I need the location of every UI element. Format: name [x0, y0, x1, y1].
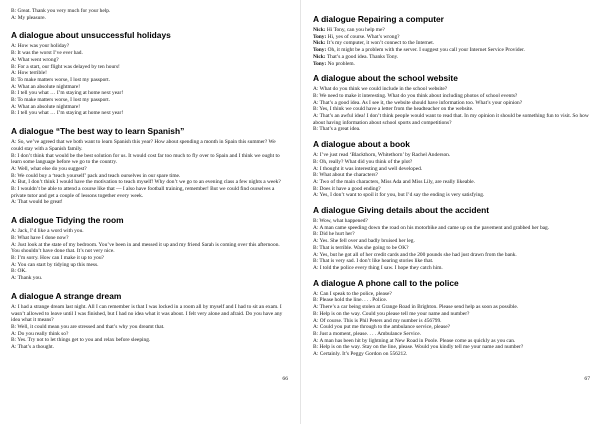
line-text: That’s a good idea. Thanks Tony. [325, 53, 399, 60]
right-page [300, 0, 600, 424]
dialogue-section [11, 291, 288, 351]
dialogue-line: B: I’m sorry. How can I make it up to you? [11, 254, 104, 261]
dialogue-line [313, 159, 590, 166]
dialogue-section [313, 73, 590, 133]
dialogue-line: B: Great. Thank you very much for your help. [11, 8, 111, 14]
dialogue-line: A: Jack, I’d like a word with you. [11, 228, 84, 235]
dialogue-line: A: How terrible! [11, 70, 47, 77]
line-text: A: A man has been hit by lightning at New Road in Poole. Please come as quickly as you can. [313, 337, 516, 344]
dialogue-section [313, 14, 590, 67]
line-text: A: Yes. She fell over and badly bruised her leg. [313, 238, 415, 245]
line-text: A: I thought it was interesting and well developed. [313, 165, 423, 172]
dialogue-line: A: That would be great! [11, 199, 63, 206]
dialogue-line: A: Do you really think so? [11, 330, 69, 337]
section-heading: A dialogue A phone call to the police [313, 277, 459, 288]
section-heading: A dialogue A strange dream [11, 290, 122, 301]
dialogue-line [313, 218, 590, 225]
dialogue-line [313, 344, 590, 351]
dialogue-line: B: I tell you what … I’m staying at home next year! [11, 110, 124, 117]
section-heading: A dialogue about the school website [313, 73, 458, 84]
section-heading: A dialogue Repairing a computer [313, 14, 444, 24]
dialogue-section [11, 30, 288, 117]
dialogue-line [313, 61, 590, 68]
dialogue-section [313, 278, 590, 358]
dialogue-line: B: For a start, our flight was delayed by ten hours! [11, 63, 120, 70]
dialogue-line: A: Well, what else do you suggest? [11, 165, 87, 172]
line-text: A: Of course. This is Phil Peters and my number is 456799. [313, 317, 442, 324]
dialogue-line: A: That’s a thought. [11, 344, 55, 351]
line-text: It’s my computer, it won’t connect to the Internet. [325, 40, 435, 47]
speaker-name: Nick: [313, 53, 326, 60]
dialogue-line: A: What went wrong? [11, 56, 59, 63]
section-heading: A dialogue about unsuccessful holidays [11, 30, 171, 41]
line-text: A: There’s a car being stolen at Grange Road in Brighton. Please send help as soon as possible. [313, 304, 519, 311]
dialogue-line: B: I don’t think that would be the best solution for us. It would cost far too much to fly over to Spain and I think we ought to learn some language before we go to the country. [11, 152, 280, 166]
dialogue-line: B: Yes. Try not to let things get to you and relax before sleeping. [11, 337, 151, 344]
line-text: A: What do you think we could include in the school website? [313, 86, 448, 93]
dialogue-line: A: How was your holiday? [11, 43, 70, 50]
dialogue-line [313, 311, 590, 318]
line-text: B: What about the characters? [313, 172, 378, 179]
line-text: A: I’ve just read ‘Blackthorn, Whitethorn’ by Rachel Anderson. [313, 152, 451, 159]
right-sections [313, 14, 590, 358]
section-heading: A dialogue about a book [313, 139, 410, 150]
dialogue-line: A: My pleasure. [11, 14, 46, 21]
line-text: Hi, yes of course. What’s wrong? [326, 33, 400, 40]
intro-block [11, 8, 288, 21]
dialogue-line: B: To make matters worse, I lost my passport. [11, 97, 110, 104]
speaker-name: Tony: [313, 33, 327, 40]
section-heading: A dialogue “The best way to learn Spanish” [11, 126, 185, 137]
line-text: A: Yes, but he got all of her credit cards and the 200 pounds she had just drawn from the bank. [313, 251, 517, 258]
page-number: 67 [584, 376, 590, 382]
line-text: No problem. [326, 60, 355, 67]
left-sections [11, 30, 288, 350]
dialogue-line [313, 192, 590, 199]
dialogue-line [313, 351, 590, 358]
speaker-name: Nick: [313, 27, 326, 33]
dialogue-line: B: What have I done now? [11, 234, 69, 241]
dialogue-line: B: It was the worst I’ve ever had. [11, 50, 83, 57]
dialogue-line [313, 265, 590, 272]
dialogue-line: B: I tell you what … I’m staying at home next year! [11, 90, 124, 97]
dialogue-line [313, 318, 590, 325]
line-text: B: Does it have a good ending? [313, 185, 381, 192]
section-heading: A dialogue Tidying the room [11, 215, 124, 226]
dialogue-line [313, 324, 590, 331]
dialogue-line [313, 304, 590, 311]
line-text: A: I told the police every thing I saw. I hope they catch him. [313, 264, 443, 271]
line-text: A: Could you put me through to the ambulance service, please? [313, 324, 450, 331]
dialogue-line [313, 47, 590, 54]
dialogue-line: A: Thank you. [11, 275, 43, 282]
dialogue-line [313, 27, 590, 34]
dialogue-line [313, 172, 590, 179]
line-text: Oh, it might be a problem with the server. I suggest you call your Internet Service Provider. [326, 47, 525, 54]
line-text: B: Oh, really? What did you think of the plot? [313, 158, 413, 165]
dialogue-line [313, 166, 590, 173]
line-text: B: That is terrible. Was she going to be OK? [313, 244, 409, 251]
dialogue-line: A: What an absolute nightmare! [11, 103, 81, 110]
line-text: B: Did he hurt her? [313, 231, 355, 238]
speaker-name: Tony: [313, 60, 327, 67]
speaker-name: Nick: [313, 40, 326, 47]
speaker-name: Tony: [313, 47, 327, 54]
line-text: B: Yes, I think we could have a letter from the headteacher on the website. [313, 106, 474, 113]
section-heading: A dialogue Giving details about the accident [313, 205, 490, 216]
dialogue-line [313, 291, 590, 298]
page-number: 66 [282, 376, 288, 382]
dialogue-section [313, 205, 590, 272]
line-text: B: Just a moment, please. . . . Ambulance Service. [313, 330, 421, 337]
dialogue-line [313, 126, 590, 133]
dialogue-line: B: Well, it could mean you are stressed and that’s why you dreamt that. [11, 323, 165, 330]
dialogue-line [313, 40, 590, 47]
line-text: A: Yes, I don’t want to spoil it for you, but I’d say the ending is very satisfying. [313, 192, 485, 199]
line-text: B: That is very sad. I don’t like hearing stories like that. [313, 258, 434, 265]
dialogue-line [313, 225, 590, 232]
line-text: A: Certainly. It’s Peggy Gordon on 556212. [313, 351, 408, 358]
dialogue-line: A: I had a strange dream last night. All I can remember is that I was locked in a room all by myself and I had to sit an exam. I wasn’t allowed to leave until I was finished, but I had no idea what it was about. I felt very alone and afraid. Do you have any idea what it means? [11, 303, 283, 324]
dialogue-line [313, 179, 590, 186]
dialogue-line [313, 238, 590, 245]
line-text: B: We need to make it interesting. What do you think about including photos of school events? [313, 92, 518, 99]
line-text: B: That’s a great idea. [313, 126, 361, 133]
dialogue-section [11, 126, 288, 206]
dialogue-line [313, 54, 590, 61]
line-text: B: Help is on the way. Could you please tell me your name and number? [313, 310, 470, 317]
line-text: A: Can I speak to the police, please? [313, 290, 392, 297]
dialogue-line [313, 258, 590, 265]
dialogue-line [313, 113, 590, 126]
dialogue-line [313, 297, 590, 304]
dialogue-line: A: So, we’ve agreed that we both want to learn Spanish this year? How about spending a month in Spain this summer? We could stay with a Spanish family. [11, 139, 276, 152]
dialogue-line [313, 331, 590, 338]
line-text: B: Wow, what happened? [313, 218, 368, 225]
line-text: A: A man came speeding down the road on his motorbike and came up on the pavement and grabbed her bag. [313, 224, 550, 231]
dialogue-line: A: What an absolute nightmare! [11, 83, 81, 90]
line-text: B: Please hold the line. . . . Police. [313, 297, 388, 304]
dialogue-line: B: To make matters worse, I lost my passport. [11, 76, 110, 83]
line-text: A: Two of the main characters, Miss Ada and Miss Lily, are really likeable. [313, 178, 476, 185]
dialogue-line: B: I wouldn’t be able to attend a course like that — I also have football training, remember! But we could find ourselves a private tutor and get a couple of lessons together every week. [11, 186, 275, 199]
line-text: B: Help is on the way. Stay on the line, please. Would you kindly tell me your name and number? [313, 344, 524, 351]
dialogue-line: A: Just look at the state of my bedroom. You’ve been in and messed it up and my friend Sarah is coming over this afternoon. You shouldn’t have done that. It’s not very nice. [11, 241, 280, 255]
dialogue-line: A: You can start by tidying up this mess. [11, 261, 99, 268]
dialogue-line [313, 93, 590, 100]
dialogue-line [313, 245, 590, 252]
dialogue-line: A: But, I don’t think I would have the motivation to teach myself! Why don’t we go to an evening class a few nights a week? [11, 179, 281, 186]
dialogue-line: B: OK. [11, 268, 27, 275]
dialogue-line [313, 152, 590, 159]
line-text: A: That’s a good idea. As I see it, the website should have information too. What’s your opinion? [313, 99, 523, 106]
dialogue-line [313, 34, 590, 41]
line-text: Hi Tony, can you help me? [325, 27, 385, 33]
line-text: A: That’s an awful idea! I don’t think people would want to read that. In my opinion it should be something fun to visit. So how about having information about school sports and competitions? [313, 113, 589, 126]
dialogue-line [313, 86, 590, 93]
dialogue-line: B: We could buy a ‘teach yourself’ pack and teach ourselves in our spare time. [11, 172, 181, 179]
dialogue-line [313, 338, 590, 345]
dialogue-line [313, 252, 590, 259]
dialogue-section [313, 139, 590, 199]
dialogue-section [11, 215, 288, 282]
